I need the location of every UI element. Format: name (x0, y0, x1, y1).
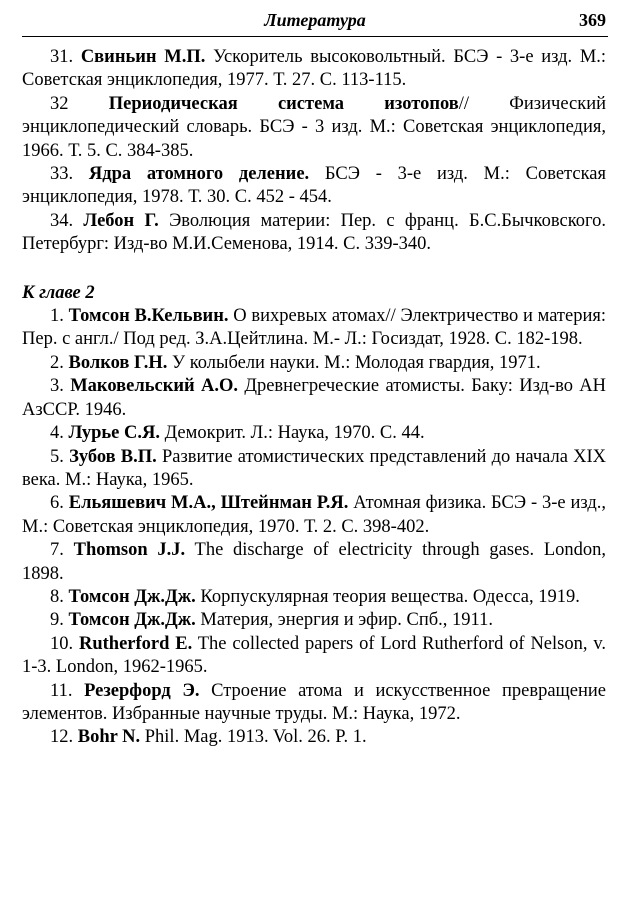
reference-number: 3. (50, 376, 64, 397)
reference-author: Резерфорд Э. (84, 680, 200, 701)
reference-number: 12. (50, 727, 74, 748)
reference-number: 9. (50, 610, 64, 631)
reference-text: // Физический энциклопедический словарь. БСЭ - 3 изд. М.: Советская энциклопедия, 1966. Т. 5. С. 384-385. (22, 93, 606, 161)
reference-text: Корпускулярная теория вещества. Одесса, 1919. (200, 586, 580, 607)
reference-31 (22, 46, 606, 93)
reference-number: 34. (50, 210, 74, 231)
reference-number: 6. (50, 493, 64, 514)
reference-4 (22, 422, 606, 445)
running-title: Литература (264, 10, 366, 30)
reference-author: Лебон Г. (83, 210, 159, 231)
reference-author: Томсон Дж.Дж. (68, 586, 196, 607)
reference-author: Волков Г.Н. (68, 352, 168, 373)
reference-author: Периодическая система изотопов (108, 93, 459, 114)
reference-number: 10. (50, 633, 74, 654)
reference-3 (22, 375, 606, 422)
bibliography (22, 46, 606, 750)
reference-number: 2. (50, 352, 64, 373)
page-number: 369 (579, 10, 606, 30)
reference-6 (22, 492, 606, 539)
reference-text: The discharge of electricity through gases. London, 1898. (22, 540, 607, 584)
reference-number: 8. (50, 586, 64, 607)
reference-text: Ускоритель высоковольтный. БСЭ - 3-е изд. М.: Советская энциклопедия, 1977. Т. 27. С. 113-115. (22, 47, 607, 91)
reference-7 (22, 539, 606, 586)
reference-text: У колыбели науки. М.: Молодая гвардия, 1971. (172, 352, 541, 373)
running-header (22, 8, 608, 37)
reference-number: 4. (50, 423, 64, 444)
reference-author: Маковельский А.О. (70, 376, 238, 397)
reference-text: Phil. Mag. 1913. Vol. 26. P. 1. (144, 727, 367, 748)
reference-text: Атомная физика. БСЭ - 3-е изд., М.: Советская энциклопедия, 1970. Т. 2. С. 398-402. (22, 493, 606, 537)
reference-1 (22, 305, 606, 352)
reference-number: 1. (50, 306, 64, 327)
reference-number: 5. (50, 446, 64, 467)
reference-number: 7. (50, 540, 64, 561)
reference-author: Ельяшевич М.А., Штейнман Р.Я. (68, 493, 349, 514)
reference-2 (22, 352, 606, 375)
reference-text: Развитие атомистических представлений до начала XIX века. М.: Наука, 1965. (22, 446, 607, 490)
reference-text: Эволюция материи: Пер. с франц. Б.С.Бычковского. Петербург: Изд-во М.И.Семенова, 1914. С. 339-340. (22, 210, 606, 255)
reference-author: Лурье С.Я. (68, 423, 160, 444)
reference-author: Thomson J.J. (73, 540, 186, 561)
reference-text: Древнегреческие атомисты. Баку: Изд-во АН АзССР. 1946. (22, 376, 607, 420)
reference-11 (22, 680, 606, 727)
reference-text: The collected papers of Lord Rutherford of Nelson, v. 1-3. London, 1962-1965. (22, 633, 606, 678)
reference-author: Ядра атомного деление. (88, 164, 310, 185)
section-heading: К главе 2 (22, 282, 95, 303)
reference-10 (22, 633, 606, 680)
reference-author: Томсон Дж.Дж. (68, 610, 196, 631)
reference-9 (22, 609, 606, 632)
reference-text: Материя, энергия и эфир. Спб., 1911. (200, 610, 493, 631)
reference-text: О вихревых атомах// Электричество и материя: Пер. с англ./ Под ред. З.А.Цейтлина. М.- Л.: Госиздат, 1928. С. 182-198. (22, 306, 607, 350)
reference-number: 11. (50, 680, 73, 701)
reference-author: Свиньин М.П. (80, 47, 206, 67)
reference-34 (22, 210, 606, 257)
reference-author: Bohr N. (77, 727, 141, 748)
reference-author: Томсон В.Кельвин. (68, 306, 229, 327)
reference-5 (22, 446, 606, 493)
reference-33 (22, 163, 606, 210)
reference-number: 32 (50, 93, 69, 114)
reference-author: Rutherford E. (78, 633, 193, 654)
reference-text: Демокрит. Л.: Наука, 1970. С. 44. (164, 423, 425, 444)
reference-text: БСЭ - 3-е изд. М.: Советская энциклопедия, 1978. Т. 30. С. 452 - 454. (22, 164, 606, 208)
reference-number: 31. (50, 47, 74, 67)
reference-12 (22, 726, 606, 749)
reference-text: Строение атома и искусственное превращение элементов. Избранные научные труды. М.: Наука, 1972. (22, 680, 607, 724)
reference-number: 33. (50, 164, 74, 185)
reference-author: Зубов В.П. (69, 446, 157, 467)
reference-32 (22, 93, 606, 163)
reference-8 (22, 586, 606, 609)
